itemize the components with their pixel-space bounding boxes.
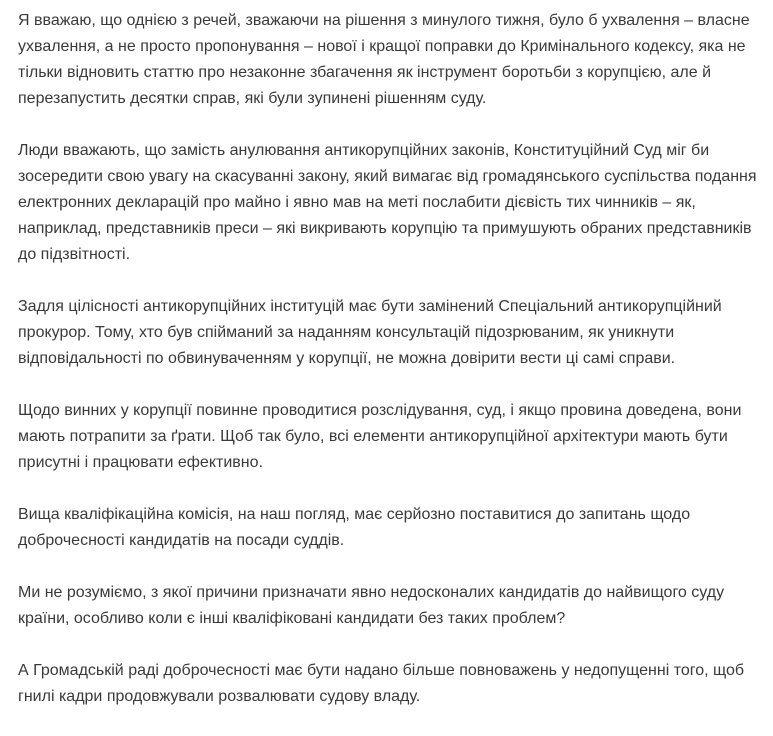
paragraph-2: Люди вважають, що замість анулювання антикорупційних законів, Конституційний Суд міг би зосередити свою увагу на скасуванні закону, який вимагає від громадянського суспільства подання електронних декларацій про майно і явно мав на меті послабити дієвість тих чинників – як, наприклад, представників преси – які викривають корупцію та примушують обраних представників до підзвітності.: [18, 142, 757, 263]
article-body: [18, 8, 758, 736]
paragraph-1: Я вважаю, що однією з речей, зважаючи на рішення з минулого тижня, було б ухвалення – власне ухвалення, а не просто пропонування – нової і кращої поправки до Кримінального кодексу, яка не тільки відновить статтю про незаконне збагачення як інструмент боротьби з корупцією, але й перезапустить десятки справ, які були зупинені рішенням суду.: [18, 12, 750, 107]
paragraph-7: А Громадській раді доброчесності має бути надано більше повноважень у недопущенні того, щоб гнилі кадри продовжували розвалювати судову владу.: [18, 662, 745, 705]
paragraph-4: Щодо винних у корупції повинне проводитися розслідування, суд, і якщо провина доведена, вони мають потрапити за ґрати. Щоб так було, всі елементи антикорупційної архітектури мають бути присутні і працювати ефективно.: [18, 402, 742, 471]
paragraph-5: Вища кваліфікаційна комісія, на наш погляд, має серйозно поставитися до запитань щодо доброчесності кандидатів на посади суддів.: [18, 506, 691, 549]
paragraph-3: Задля цілісності антикорупційних інституцій має бути замінений Спеціальний антикорупційний прокурор. Тому, хто був спійманий за наданням консультацій підозрюваним, як уникнути відповідальності по обвинуваченням у корупції, не можна довірити вести ці самі справи.: [18, 298, 722, 367]
paragraph-6: Ми не розуміємо, з якої причини призначати явно недосконалих кандидатів до найвищого суду країни, особливо коли є інші кваліфіковані кандидати без таких проблем?: [18, 584, 725, 627]
